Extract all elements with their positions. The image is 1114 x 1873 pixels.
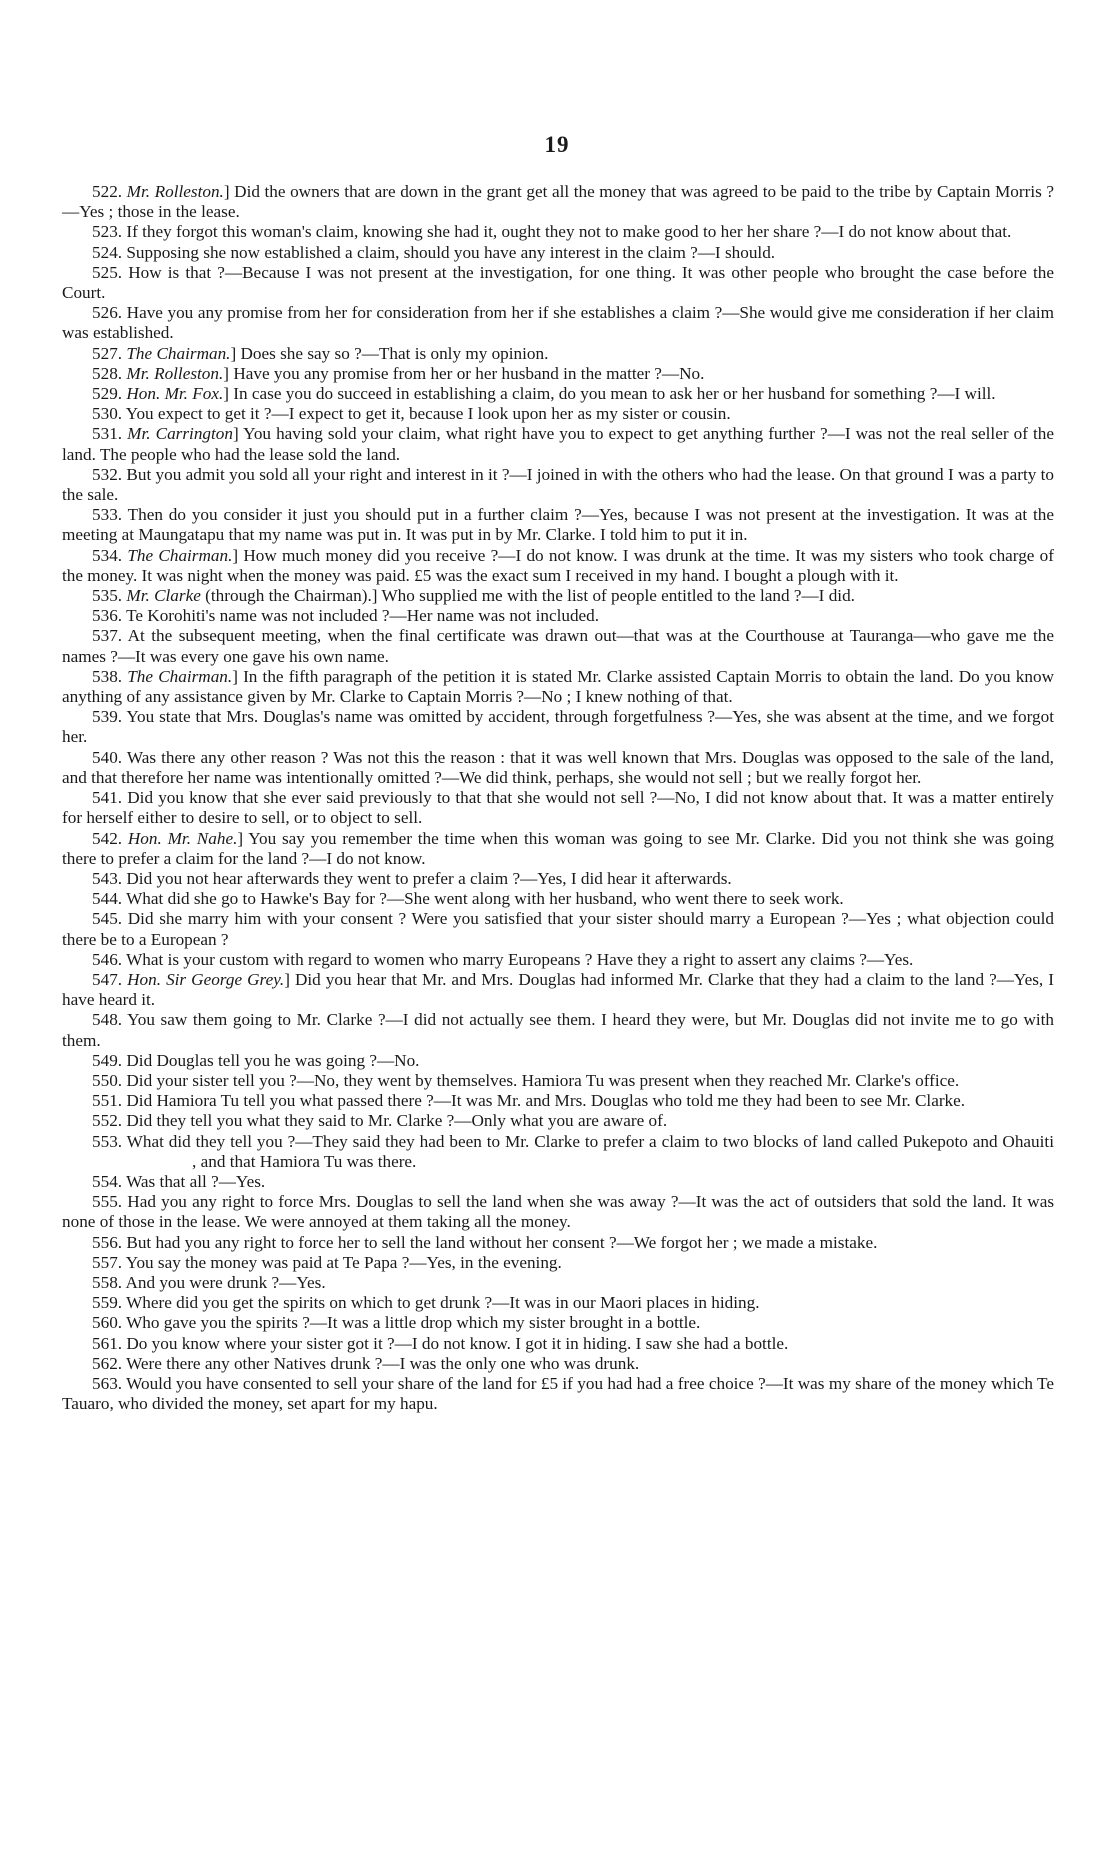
page-number: 19 — [544, 132, 570, 157]
question-number: 563. — [92, 1373, 123, 1393]
question-paragraph — [62, 505, 1054, 545]
question-answer-text: Had you any right to force Mrs. Douglas to sell the land when she was away ?—It was the act of outsiders that sold the land. It was none of those in the lease. We were annoyed at them taking all the money. — [62, 1192, 1055, 1232]
question-paragraph — [62, 182, 1054, 222]
question-answer-text: You saw them going to Mr. Clarke ?—I did not actually see them. I heard they were, but Mr. Douglas did not invite me to go with them. — [62, 1010, 1054, 1050]
question-answer-text: What did she go to Hawke's Bay for ?—She went along with her husband, who went there to seek work. — [126, 889, 844, 909]
question-number: 561. — [92, 1333, 123, 1353]
speaker-name: The Chairman. — [126, 343, 231, 363]
question-number: 555. — [92, 1192, 123, 1212]
question-number: 536. — [92, 606, 123, 626]
question-number: 538. — [92, 666, 123, 686]
speaker-name: Mr. Carrington — [127, 424, 233, 444]
question-paragraph — [62, 909, 1054, 949]
speaker-name: Hon. Mr. Nahe. — [127, 828, 238, 848]
question-paragraph — [62, 1091, 1054, 1111]
question-number: 542. — [92, 828, 123, 848]
question-paragraph — [62, 1111, 1054, 1131]
question-answer-text: Did Douglas tell you he was going ?—No. — [126, 1050, 420, 1070]
speaker-name: The Chairman. — [127, 666, 233, 686]
question-number: 554. — [92, 1171, 123, 1191]
question-answer-text: What is your custom with regard to women who marry Europeans ? Have they a right to assert any claims ?—Yes. — [126, 949, 914, 969]
question-answer-text: You say the money was paid at Te Papa ?—Yes, in the evening. — [125, 1252, 562, 1272]
speaker-name: Hon. Sir George Grey. — [127, 969, 285, 989]
question-paragraph — [62, 667, 1054, 707]
question-number: 525. — [92, 262, 123, 282]
question-paragraph — [62, 303, 1054, 343]
question-answer-text: If they forgot this woman's claim, knowing she had it, ought they not to make good to her her share ?—I do not know about that. — [126, 222, 1012, 242]
question-number: 529. — [92, 384, 123, 404]
question-answer-text: ] You say you remember the time when this woman was going to see Mr. Clarke. Did you not think she was going there to prefer a claim for the land ?—I do not know. — [62, 828, 1055, 868]
question-answer-text: (through the Chairman).] Who supplied me with the list of people entitled to the land ?—I did. — [200, 586, 855, 606]
question-paragraph — [62, 1051, 1054, 1071]
question-paragraph — [62, 1354, 1054, 1374]
question-paragraph — [62, 1334, 1054, 1354]
question-paragraph — [62, 263, 1054, 303]
question-number: 534. — [92, 545, 123, 565]
question-answer-text: You state that Mrs. Douglas's name was omitted by accident, through forgetfulness ?—Yes, she was absent at the time, and we forgot her. — [62, 707, 1054, 747]
question-answer-text: Te Korohiti's name was not included ?—Her name was not included. — [126, 606, 600, 626]
question-number: 532. — [92, 464, 123, 484]
speaker-name: Mr. Rolleston. — [126, 363, 224, 383]
question-answer-text: ] In case you do succeed in establishing a claim, do you mean to ask her or her husband for something ?—I will. — [223, 384, 996, 404]
question-answer-text: And you were drunk ?—Yes. — [125, 1272, 326, 1292]
question-paragraph — [62, 384, 1054, 404]
question-paragraph — [62, 1172, 1054, 1192]
testimony-text — [62, 182, 1054, 1414]
question-number: 541. — [92, 788, 123, 808]
question-paragraph — [62, 1192, 1054, 1232]
question-paragraph — [62, 1253, 1054, 1273]
question-paragraph — [62, 626, 1054, 666]
question-paragraph — [62, 950, 1054, 970]
question-paragraph — [62, 465, 1054, 505]
question-answer-text: Who gave you the spirits ?—It was a little drop which my sister brought in a bottle. — [126, 1313, 701, 1333]
question-answer-text: Did they tell you what they said to Mr. Clarke ?—Only what you are aware of. — [126, 1111, 668, 1131]
question-number: 543. — [92, 868, 123, 888]
question-number: 552. — [92, 1111, 123, 1131]
question-paragraph — [62, 829, 1054, 869]
question-paragraph — [62, 889, 1054, 909]
question-paragraph — [62, 404, 1054, 424]
question-answer-text: Did Hamiora Tu tell you what passed there ?—It was Mr. and Mrs. Douglas who told me they had been to see Mr. Clarke. — [126, 1091, 966, 1111]
question-answer-text: Have you any promise from her for consideration from her if she establishes a claim ?—She would give me consideration if her claim was established. — [62, 303, 1054, 343]
question-paragraph — [62, 748, 1054, 788]
question-paragraph — [62, 364, 1054, 384]
question-number: 553. — [92, 1131, 123, 1151]
question-number: 558. — [92, 1272, 123, 1292]
question-number: 528. — [92, 363, 123, 383]
question-answer-text: Would you have consented to sell your share of the land for £5 if you had had a free choice ?—It was my share of the money which Te Tauaro, who divided the money, set apart for my hapu. — [62, 1373, 1054, 1414]
question-paragraph — [62, 1293, 1054, 1313]
question-answer-text: What did they tell you ?—They said they had been to Mr. Clarke to prefer a claim to two blocks of land called Pukepoto and Ohauiti — [126, 1131, 1054, 1151]
question-number: 560. — [92, 1313, 123, 1333]
question-number: 539. — [92, 707, 123, 727]
question-paragraph — [62, 1132, 1054, 1172]
question-paragraph — [62, 1273, 1054, 1293]
question-answer-text: Did you not hear afterwards they went to prefer a claim ?—Yes, I did hear it afterwards. — [126, 868, 732, 888]
question-paragraph — [62, 970, 1054, 1010]
question-answer-text: How is that ?—Because I was not present at the investigation, for one thing. It was other people who brought the case before the Court. — [62, 262, 1054, 303]
question-paragraph — [62, 344, 1054, 364]
question-number: 526. — [92, 303, 123, 323]
question-answer-text: But had you any right to force her to sell the land without her consent ?—We forgot her ; we made a mistake. — [126, 1232, 878, 1252]
question-answer-text: ] Does she say so ?—That is only my opinion. — [230, 343, 549, 363]
question-answer-text: Did your sister tell you ?—No, they went by themselves. Hamiora Tu was present when they reached Mr. Clarke's office. — [126, 1070, 960, 1090]
question-answer-text: But you admit you sold all your right and interest in it ?—I joined in with the others who had the lease. On that ground I was a party to the sale. — [62, 464, 1055, 505]
question-paragraph — [62, 788, 1054, 828]
question-answer-text: Did you know that she ever said previously to that that she would not sell ?—No, I did not know about that. It was a matter entirely for herself either to desire to sell, or to object to sell. — [62, 788, 1054, 828]
question-answer-text: Do you know where your sister got it ?—I do not know. I got it in hiding. I saw she had a bottle. — [126, 1333, 789, 1353]
question-paragraph — [62, 1374, 1054, 1414]
question-number: 531. — [92, 424, 123, 444]
question-answer-text: Did she marry him with your consent ? Were you satisfied that your sister should marry a European ?—Yes ; what objection could there be to a European ? — [62, 909, 1055, 949]
question-number: 546. — [92, 949, 123, 969]
question-paragraph — [62, 1233, 1054, 1253]
question-answer-text: At the subsequent meeting, when the final certificate was drawn out—that was at the Courthouse at Tauranga—who gave me the names ?—It was every one gave his own name. — [62, 626, 1054, 666]
speaker-name: Hon. Mr. Fox. — [126, 384, 224, 404]
question-answer-text: ] Did you hear that Mr. and Mrs. Douglas had informed Mr. Clarke that they had a claim to the land ?—Yes, I have heard it. — [62, 969, 1054, 1010]
question-number: 550. — [92, 1070, 123, 1090]
question-number: 527. — [92, 343, 123, 363]
question-paragraph — [62, 869, 1054, 889]
question-number: 533. — [92, 505, 123, 525]
question-answer-text: Where did you get the spirits on which to get drunk ?—It was in our Maori places in hiding. — [126, 1293, 760, 1313]
question-number: 537. — [92, 626, 123, 646]
question-number: 551. — [92, 1091, 123, 1111]
question-answer-text: Then do you consider it just you should put in a further claim ?—Yes, because I was not present at the investigation. It was at the meeting at Maungatapu that my name was put in. It was put in by Mr. Clarke. I told him to put it in. — [62, 505, 1054, 545]
question-paragraph — [62, 586, 1054, 606]
question-answer-text: ] How much money did you receive ?—I do not know. I was drunk at the time. It was my sisters who took charge of the money. It was night when the money was paid. £5 was the exact sum I received in my hand. I bought a plough with it. — [62, 545, 1055, 585]
question-paragraph — [62, 1313, 1054, 1333]
question-number: 530. — [92, 404, 123, 424]
question-number: 549. — [92, 1050, 123, 1070]
question-number: 557. — [92, 1252, 123, 1272]
question-paragraph — [62, 707, 1054, 747]
question-paragraph — [62, 1071, 1054, 1091]
question-number: 556. — [92, 1232, 123, 1252]
speaker-name: Mr. Rolleston. — [126, 182, 224, 201]
question-paragraph — [62, 424, 1054, 464]
question-number: 535. — [92, 586, 123, 606]
question-number: 522. — [92, 182, 123, 201]
speaker-name: The Chairman. — [127, 545, 233, 565]
question-number: 559. — [92, 1293, 123, 1313]
question-paragraph — [62, 606, 1054, 626]
question-answer-text: Was that all ?—Yes. — [126, 1171, 266, 1191]
question-answer-text: Were there any other Natives drunk ?—I was the only one who was drunk. — [126, 1353, 640, 1373]
question-answer-text: ] You having sold your claim, what right have you to expect to get anything further ?—I was not the real seller of the land. The people who had the lease sold the land. — [62, 424, 1055, 464]
question-answer-text: Supposing she now established a claim, should you have any interest in the claim ?—I should. — [126, 242, 776, 262]
question-number: 545. — [92, 909, 123, 929]
question-answer-text: You expect to get it ?—I expect to get it, because I look upon her as my sister or cousin. — [125, 404, 731, 424]
question-number: 540. — [92, 747, 123, 767]
question-number: 547. — [92, 969, 123, 989]
question-number: 523. — [92, 222, 123, 242]
question-paragraph — [62, 546, 1054, 586]
question-paragraph — [62, 1010, 1054, 1050]
question-answer-text: ] In the fifth paragraph of the petition it is stated Mr. Clarke assisted Captain Morris to obtain the land. Do you know anything of any assistance given by Mr. Clarke to Captain Morris ?—No ; I knew nothing of that. — [62, 666, 1055, 707]
question-answer-text: Was there any other reason ? Was not this the reason : that it was well known that Mrs. Douglas was opposed to the sale of the land, and that therefore her name was intentionally omitted ?—We did think, perhaps, she would not sell ; but we really forgot her. — [62, 747, 1054, 787]
question-number: 544. — [92, 889, 123, 909]
question-number: 524. — [92, 242, 123, 262]
question-answer-text: ] Did the owners that are down in the grant get all the money that was agreed to be paid to the tribe by Captain Morris ?—Yes ; those in the lease. — [62, 182, 1054, 222]
question-number: 562. — [92, 1353, 123, 1373]
question-paragraph — [62, 222, 1054, 242]
question-answer-text-continued: , and that Hamiora Tu was there. — [192, 1151, 417, 1171]
question-paragraph — [62, 243, 1054, 263]
speaker-name: Mr. Clarke — [126, 586, 201, 606]
question-answer-text: ] Have you any promise from her or her husband in the matter ?—No. — [223, 363, 705, 383]
question-number: 548. — [92, 1010, 123, 1030]
